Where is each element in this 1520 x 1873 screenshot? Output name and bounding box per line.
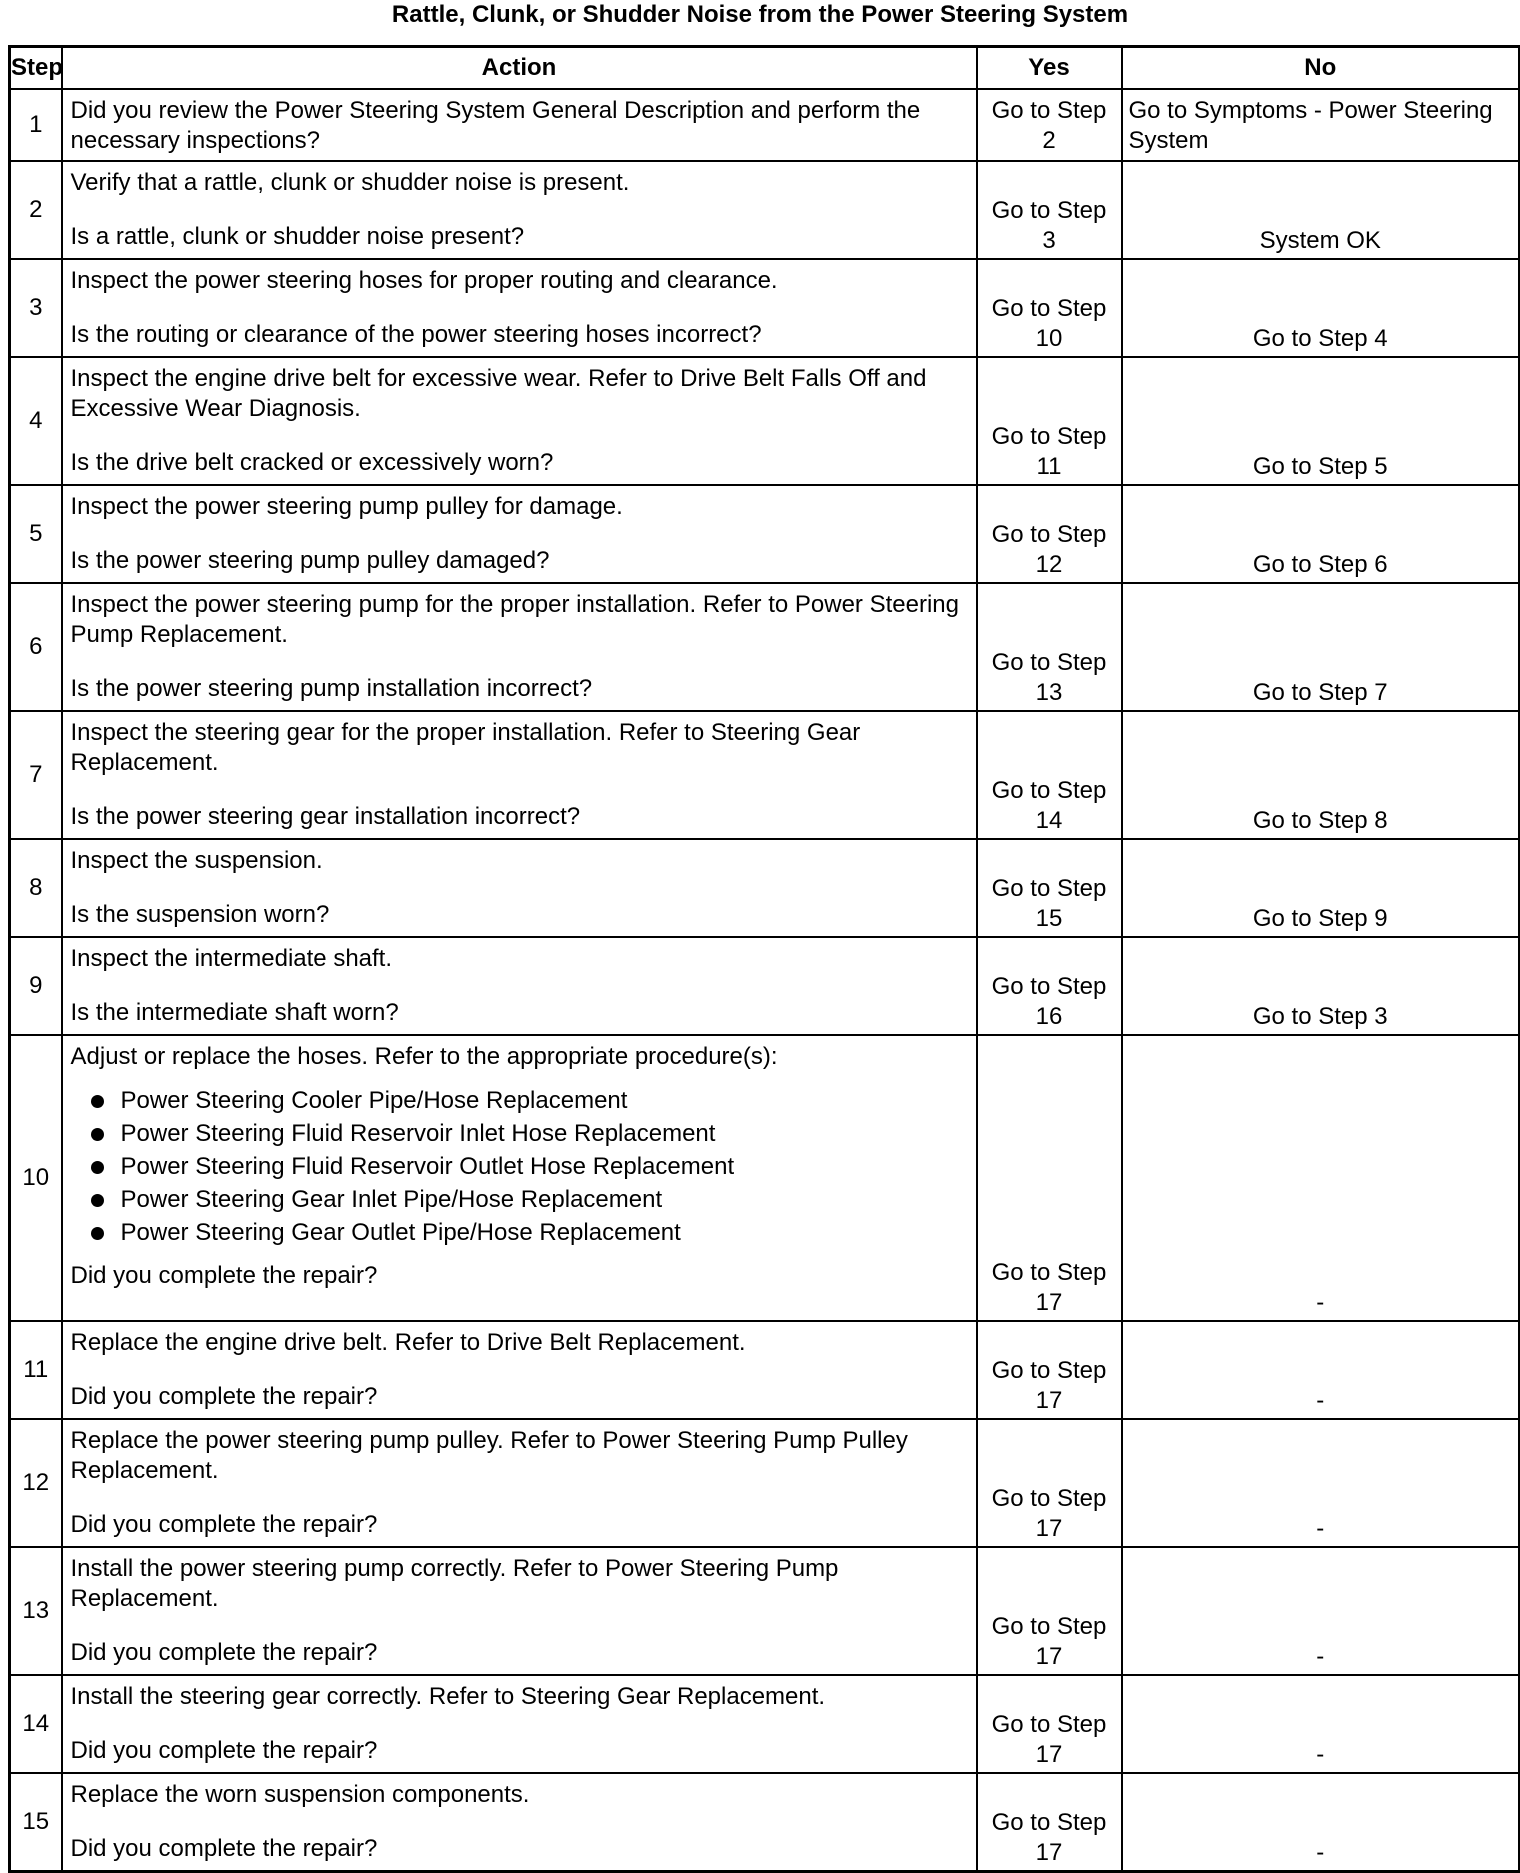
no-cell: - [1122,1547,1520,1675]
step-number: 11 [10,1321,62,1419]
yes-cell [977,1419,1122,1547]
yes-cell [977,89,1122,161]
yes-label: Go to Step [991,777,1107,804]
action-cell [62,583,977,711]
step-number: 13 [10,1547,62,1675]
bullet-icon [91,1128,104,1141]
action-text: Inspect the power steering hoses for proper routing and clearance. [70,267,778,294]
yes-cell [977,357,1122,485]
no-cell: Go to Step 3 [1122,937,1520,1035]
action-cell [62,711,977,839]
action-question: Is a rattle, clunk or shudder noise present? [70,223,525,250]
yes-label: Go to Step [991,295,1107,322]
no-cell: Go to Step 6 [1122,485,1520,583]
no-cell: - [1122,1321,1520,1419]
list-item-text: Power Steering Cooler Pipe/Hose Replacement [120,1087,628,1114]
action-cell [62,1547,977,1675]
page-title: Rattle, Clunk, or Shudder Noise from the Power Steering System [391,1,1129,28]
action-cell [62,1321,977,1419]
yes-step: 16 [1035,1003,1063,1030]
step-number: 10 [10,1035,62,1321]
yes-cell [977,161,1122,259]
action-question: Did you complete the repair? [70,1511,378,1538]
table-row [10,259,1520,357]
yes-step: 2 [1042,127,1056,154]
action-question: Is the power steering gear installation incorrect? [70,803,581,830]
table-row [10,1321,1520,1419]
yes-label: Go to Step [991,973,1107,1000]
action-cell [62,1773,977,1871]
yes-label: Go to Step [991,97,1107,124]
action-cell [62,937,977,1035]
action-text: Replace the engine drive belt. Refer to Drive Belt Replacement. [70,1329,746,1356]
yes-cell [977,259,1122,357]
action-cell [62,485,977,583]
list-item [71,1183,968,1216]
yes-step: 17 [1035,1289,1063,1316]
no-cell: - [1122,1675,1520,1773]
yes-cell [977,583,1122,711]
step-number: 14 [10,1675,62,1773]
bullet-icon [91,1095,104,1108]
action-text: Install the steering gear correctly. Refer to Steering Gear Replacement. [70,1683,826,1710]
bullet-icon [91,1194,104,1207]
header-no: No [1122,47,1520,90]
yes-step: 14 [1035,807,1063,834]
action-text: Inspect the power steering pump for the proper installation. Refer to Power Steering Pump Replacement. [70,591,959,648]
yes-step: 17 [1035,1741,1063,1768]
table-row [10,839,1520,937]
action-question: Is the intermediate shaft worn? [70,999,399,1026]
step-number: 9 [10,937,62,1035]
action-text: Install the power steering pump correctly. Refer to Power Steering Pump Replacement. [70,1555,839,1612]
table-row [10,89,1520,161]
step-number: 15 [10,1773,62,1871]
no-cell: Go to Step 4 [1122,259,1520,357]
yes-step: 17 [1035,1838,1063,1866]
yes-label: Go to Step [991,875,1107,902]
table-row [10,357,1520,485]
table-row [10,1419,1520,1547]
yes-label: Go to Step [991,1808,1107,1836]
action-question: Did you complete the repair? [70,1639,378,1666]
diagnostic-table [8,45,1520,1873]
yes-label: Go to Step [991,1485,1107,1512]
action-text: Inspect the intermediate shaft. [70,945,393,972]
yes-cell [977,1675,1122,1773]
list-item [71,1117,968,1150]
action-text: Inspect the suspension. [70,847,323,874]
yes-step: 17 [1035,1643,1063,1670]
no-cell: - [1122,1035,1520,1321]
step-number: 12 [10,1419,62,1547]
procedure-list [71,1084,968,1249]
yes-step: 17 [1035,1387,1063,1414]
no-cell: - [1122,1419,1520,1547]
yes-step: 17 [1035,1515,1063,1542]
table-row [10,583,1520,711]
action-cell [62,1675,977,1773]
bullet-icon [91,1227,104,1240]
yes-cell [977,1547,1122,1675]
no-cell: Go to Step 9 [1122,839,1520,937]
list-item-text: Power Steering Gear Outlet Pipe/Hose Replacement [120,1219,681,1246]
table-row [10,1035,1520,1321]
no-cell: Go to Step 8 [1122,711,1520,839]
yes-label: Go to Step [991,197,1107,224]
action-question: Is the drive belt cracked or excessively worn? [70,449,554,476]
table-row [10,485,1520,583]
action-question: Did you complete the repair? [70,1383,378,1410]
yes-step: 11 [1036,453,1062,480]
no-cell: - [1122,1773,1520,1871]
header-yes: Yes [977,47,1122,90]
step-number: 7 [10,711,62,839]
bullet-icon [91,1161,104,1174]
table-row [10,1547,1520,1675]
action-text: Replace the power steering pump pulley. Refer to Power Steering Pump Pulley Replacement. [70,1427,908,1484]
list-item-text: Power Steering Fluid Reservoir Inlet Hose Replacement [120,1120,716,1147]
action-cell [62,161,977,259]
yes-cell [977,1035,1122,1321]
yes-label: Go to Step [991,1259,1107,1286]
yes-cell [977,1321,1122,1419]
action-text: Verify that a rattle, clunk or shudder noise is present. [70,169,630,196]
action-question: Did you complete the repair? [70,1262,378,1289]
yes-step: 10 [1035,325,1063,352]
yes-cell [977,937,1122,1035]
no-cell: Go to Step 5 [1122,357,1520,485]
action-cell [62,1035,977,1321]
action-cell [62,89,977,161]
action-text: Adjust or replace the hoses. Refer to the appropriate procedure(s): [70,1043,778,1070]
step-number: 4 [10,357,62,485]
action-text: Inspect the power steering pump pulley for damage. [70,493,623,520]
action-question: Is the power steering pump pulley damaged? [70,547,550,574]
action-text: Inspect the steering gear for the proper installation. Refer to Steering Gear Replacement. [70,719,861,776]
yes-step: 12 [1035,551,1063,578]
yes-label: Go to Step [991,649,1107,676]
yes-label: Go to Step [991,1613,1107,1640]
list-item [71,1150,968,1183]
yes-cell [977,839,1122,937]
list-item [71,1216,968,1249]
list-item-text: Power Steering Fluid Reservoir Outlet Hose Replacement [120,1153,735,1180]
action-question: Is the routing or clearance of the power steering hoses incorrect? [70,321,762,348]
list-item [71,1084,968,1117]
action-text: Inspect the engine drive belt for excessive wear. Refer to Drive Belt Falls Off and Excessive Wear Diagnosis. [70,365,927,422]
table-row [10,1773,1520,1871]
yes-cell [977,1773,1122,1871]
yes-step: 3 [1042,227,1056,254]
step-number: 1 [10,89,62,161]
no-cell: Go to Symptoms - Power Steering System [1122,89,1520,161]
action-cell [62,259,977,357]
step-number: 6 [10,583,62,711]
header-step: Step [10,47,62,90]
step-number: 3 [10,259,62,357]
action-cell [62,839,977,937]
header-action: Action [62,47,977,90]
yes-step: 15 [1035,905,1063,932]
table-row [10,1675,1520,1773]
action-text: Replace the worn suspension components. [70,1781,530,1808]
table-row [10,161,1520,259]
step-number: 8 [10,839,62,937]
action-question: Is the suspension worn? [70,901,330,928]
yes-cell [977,711,1122,839]
yes-step: 13 [1035,679,1063,706]
no-cell: System OK [1122,161,1520,259]
table-row [10,711,1520,839]
table-row [10,937,1520,1035]
action-question: Is the power steering pump installation incorrect? [70,675,593,702]
action-cell [62,357,977,485]
no-cell: Go to Step 7 [1122,583,1520,711]
action-question: Did you complete the repair? [70,1737,378,1764]
table-header-row [10,47,1520,90]
yes-label: Go to Step [991,1711,1107,1738]
step-number: 5 [10,485,62,583]
step-number: 2 [10,161,62,259]
yes-cell [977,485,1122,583]
list-item-text: Power Steering Gear Inlet Pipe/Hose Replacement [120,1186,663,1213]
yes-label: Go to Step [991,521,1107,548]
yes-label: Go to Step [991,423,1107,450]
yes-label: Go to Step [991,1357,1107,1384]
action-text: Did you review the Power Steering System General Description and perform the necessary inspections? [70,97,921,154]
action-cell [62,1419,977,1547]
action-question: Did you complete the repair? [70,1835,378,1862]
